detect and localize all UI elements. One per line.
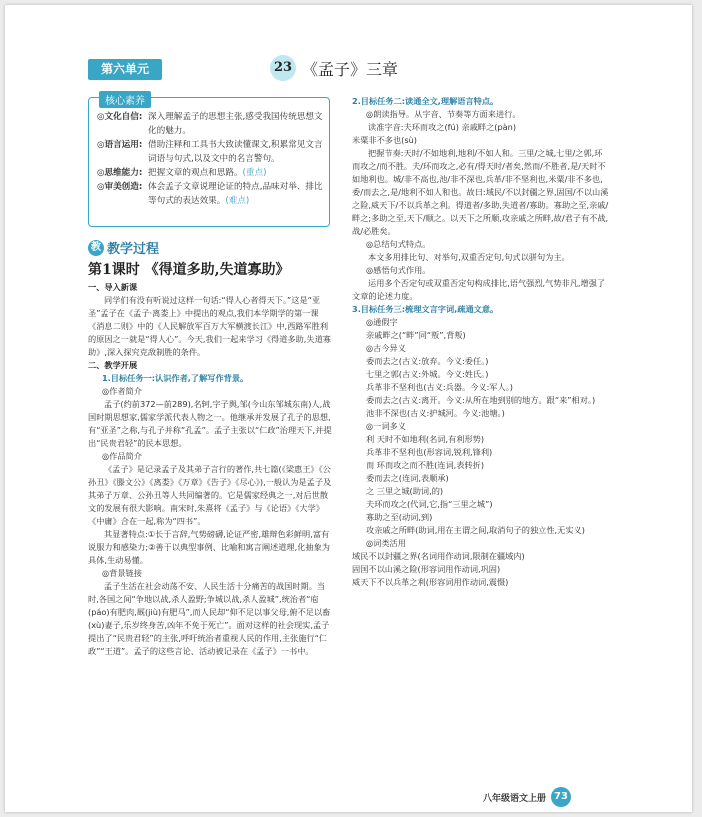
vocab-line: 而 环而攻之而不胜(连词,表转折): [366, 460, 485, 470]
textbook-page: [5, 5, 692, 812]
core-item-key: ◎思维能力:: [97, 168, 143, 178]
vocab-line: 之 三里之城(助词,的): [366, 486, 444, 496]
subheading: ◎朗读指导。从字音、节奏等方面来进行。: [366, 109, 521, 119]
book-icon: 教: [88, 240, 104, 256]
vocab-line: 七里之郭(古义:外城。今义:姓氏。): [366, 369, 489, 379]
vocab-line: 寡助之至(动词,到): [366, 512, 433, 522]
vocab-line: 固国不以山溪之险(形容词用作动词,巩固): [352, 564, 501, 574]
vocab-line: 亲戚畔之(“畔”同“叛”,背叛): [366, 330, 466, 340]
vocab-line: 威天下不以兵革之利(形容词用作动词,震慑): [352, 577, 509, 587]
subheading: ◎一词多义: [366, 421, 406, 431]
subheading: ◎古今异义: [366, 343, 406, 353]
lesson-title-block: [270, 55, 398, 81]
lesson-title: 《孟子》三章: [302, 59, 399, 79]
vocab-line: 兵革非不坚利也(形容词,锐利,锋利): [366, 447, 493, 457]
book-name: 八年级语文上册: [483, 793, 547, 804]
section-heading: 二、教学开展: [88, 360, 138, 370]
core-item-key: ◎语言运用:: [97, 140, 143, 150]
vocab-line: 委而去之(古义:离开。今义:从所在地到别的地方。跟“来”相对。): [366, 395, 596, 405]
reading-text: 读准字音:夫环而攻之(fú) 亲戚畔之(pàn): [368, 122, 517, 132]
author-text: 孟子(约前372—前289),名轲,字子舆,邹(今山东邹城东南)人,战国时期思想家,儒家学派代表人物之一。他继承并发展了孔子的思想,有“亚圣”之称,与孔子并称“孔孟”。孟子主张以“仁政”治理天下,并提出“民贵君轻”的民本思想。: [88, 399, 332, 448]
core-item-text: 借助注释和工具书大致读懂课文,积累常见文言词语与句式,以及文中的名言警句。: [148, 140, 323, 164]
right-column: [352, 95, 610, 589]
vocab-line: 攻亲戚之所畔(助词,用在主谓之间,取消句子的独立性,无实义): [366, 525, 585, 535]
core-literacy-box: [88, 97, 330, 227]
subheading: ◎词类活用: [366, 538, 406, 548]
summary-text: 本文多用排比句、对举句,双重否定句,句式以骈句为主。: [368, 252, 570, 262]
teaching-process-heading: [88, 238, 159, 257]
feature-text: 其显著特点:①长于言辞,气势磅礴,论证严密,雄辩色彩鲜明,富有说服力和感染力;②善于以典型事例、比喻和寓言阐述道理,化抽象为具体,生动易懂。: [88, 529, 330, 565]
core-item: [97, 180, 323, 208]
teaching-process-title: 教学过程: [107, 242, 160, 257]
unit-tag: 第六单元: [88, 59, 162, 80]
period-title: 第1课时 《得道多助,失道寡助》: [88, 262, 290, 278]
background-text: 孟子生活在社会动荡不安、人民生活十分痛苦的战国时期。当时,各国之间“争地以战,杀人盈野;争城以战,杀人盈城”,统治者“庖(páo)有肥肉,厩(jiù)有肥马”,而人民却“仰不足以事父母,俯不足以畜(xù)妻子,乐岁终身苦,凶年不免于死亡”。面对这样的社会现实,孟子提出了“民贵君轻”的主张,呼吁统治者重视人民的作用,主张施行“仁政”“王道”。孟子的这些言论、活动被记录在《孟子》一书中。: [88, 581, 331, 656]
core-item: [97, 138, 323, 166]
reading-text: 米粟非不多也(sù): [352, 135, 417, 145]
page-number: 73: [551, 787, 571, 807]
page-footer: [483, 787, 571, 807]
core-item: [97, 166, 323, 180]
vocab-line: 委而去之(连词,表顺承): [366, 473, 449, 483]
core-item-key: ◎审美创造:: [97, 182, 143, 192]
subheading: ◎作品简介: [102, 451, 142, 461]
lesson-number: 23: [270, 55, 296, 81]
vocab-line: 利 天时不如地利(名词,有利形势): [366, 434, 485, 444]
subheading: ◎感悟句式作用。: [366, 265, 431, 275]
subheading: ◎背景链接: [102, 568, 142, 578]
left-column: [88, 281, 334, 658]
vocab-line: 域民不以封疆之界(名词用作动词,限制在疆域内): [352, 551, 525, 561]
task-heading: 1.目标任务一:认识作者,了解写作背景。: [102, 373, 249, 383]
rhythm-text: 把握节奏:天时/不如地利,地利/不如人和。三里/之城,七里/之郭,环而攻之/而不胜。夫/环而攻之,必有/得天时/者矣,然而/不胜者,是/天时不如地利也。城/非不高也,池/非不深也,兵革/非不坚利也,米粟/非不多也,委/而去之,是/地利不如人和也。故曰:域民/不以封疆之界,固国/不以山溪之险,威天下/不以兵革之利。得道者/多助,失道者/寡助。寡助之至,亲戚/畔之;多助之至,天下/顺之。以天下之所顺,攻亲戚之所畔,故/君子有不战,战/必胜矣。: [352, 148, 609, 236]
vocab-line: 池非不深也(古义:护城河。今义:池塘。): [366, 408, 505, 418]
core-item-note: (重点): [242, 168, 267, 178]
core-item-text: 深入理解孟子的思想主张,感受我国传统思想文化的魅力。: [148, 112, 323, 136]
vocab-line: 委而去之(古义:放弃。今义:委任。): [366, 356, 489, 366]
section-heading: 一、导入新课: [88, 282, 138, 292]
core-literacy-label: 核心素养: [99, 91, 151, 108]
work-text: 《孟子》是记录孟子及其弟子言行的著作,共七篇(《梁惠王》《公孙丑》《滕文公》《离娄》《万章》《告子》《尽心》),一般认为是孟子及其弟子万章、公孙丑等人共同编著的。它是儒家经典之一,对后世散文的发展有很大影响。南宋时,朱熹将《孟子》与《论语》《大学》《中庸》合在一起,称为“四书”。: [88, 464, 332, 526]
feeling-text: 运用多个否定句或双重否定句构成排比,语气强烈,气势非凡,增强了文章的论述力度。: [352, 278, 606, 301]
subheading: ◎总结句式特点。: [366, 239, 431, 249]
core-item-text: 把握文章的观点和思路。: [148, 168, 243, 178]
subheading: ◎作者简介: [102, 386, 142, 396]
core-item-text: 体会孟子文章说理论证的特点,品味对举、排比等句式的表达效果。: [148, 182, 323, 206]
task-heading: 2.目标任务二:读通全文,理解语言特点。: [352, 96, 499, 106]
task-heading: 3.目标任务三:梳理文言字词,疏通文意。: [352, 304, 499, 314]
core-item: [97, 110, 323, 138]
core-item-key: ◎文化自信:: [97, 112, 143, 122]
vocab-line: 兵革非不坚利也(古义:兵器。今义:军人。): [366, 382, 513, 392]
core-literacy-list: [97, 110, 323, 208]
core-item-note: (难点): [225, 196, 250, 206]
subheading: ◎通假字: [366, 317, 398, 327]
intro-text: 同学们有没有听说过这样一句话:“得人心者得天下。”这是“亚圣”孟子在《孟子·离娄上》中提出的观点,我们本学期学的第一课《消息二则》中的《人民解放军百万大军横渡长江》中,西路军胜利的原因之一就是“得人心”。今天,我们一起来学习《得道多助,失道寡助》,深入探究克敌制胜的条件。: [88, 295, 331, 357]
vocab-line: 夫环而攻之(代词,它,指“三里之城”): [366, 499, 493, 509]
